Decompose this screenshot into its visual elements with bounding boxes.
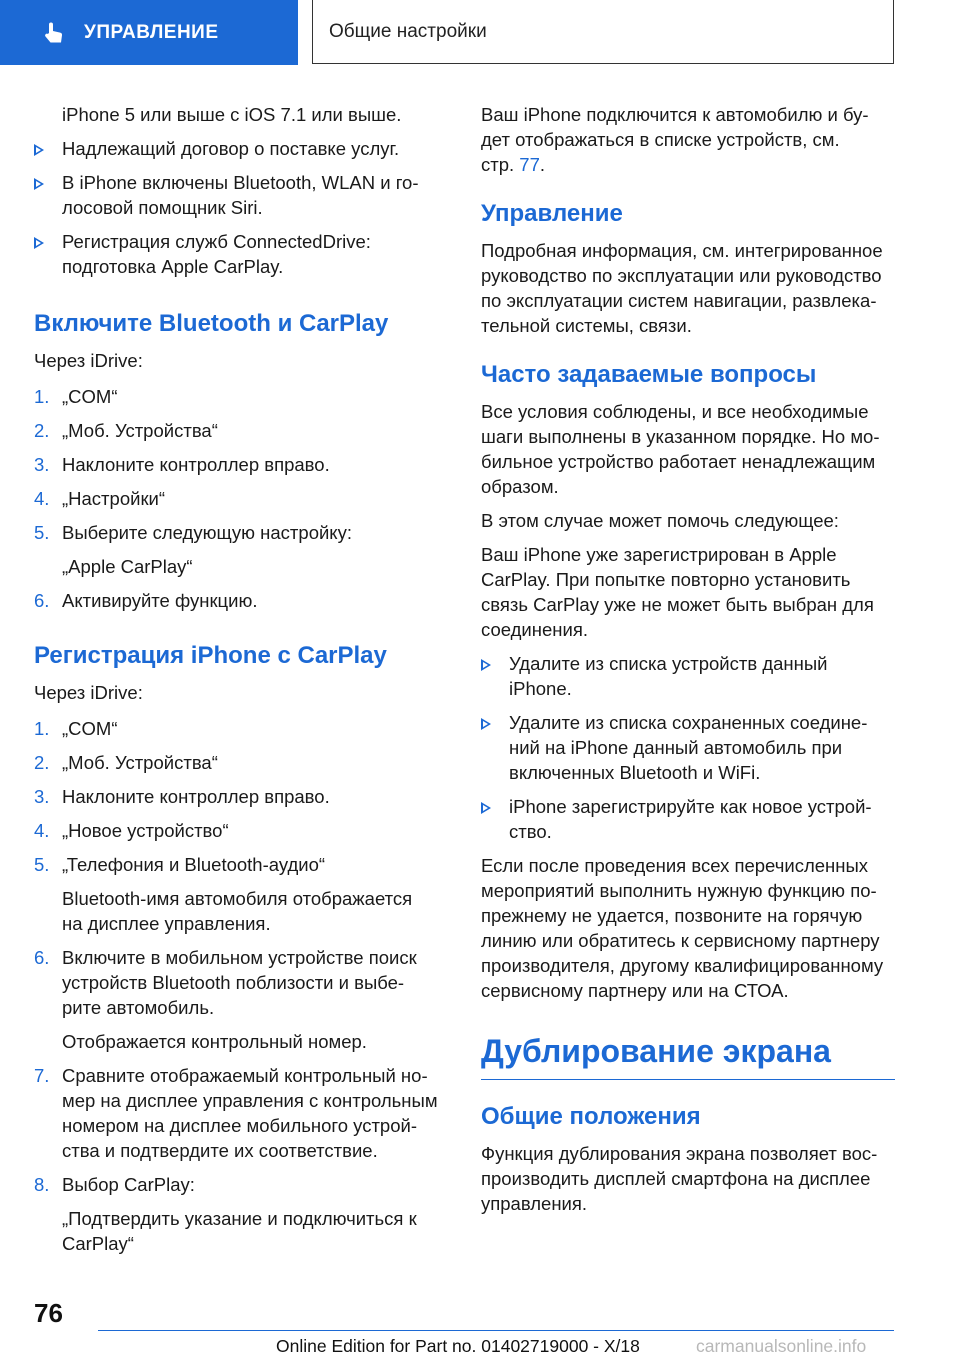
heading-general: Общие положения <box>481 1103 701 1130</box>
left-column <box>34 98 448 1256</box>
heading-control: Управление <box>481 200 623 227</box>
step-item: 3. Наклоните контроллер вправо. <box>34 454 330 475</box>
section-title: УПРАВЛЕНИЕ <box>84 21 219 43</box>
footer-divider <box>98 1330 894 1331</box>
subsection-title: Общие настройки <box>329 20 487 42</box>
paragraph: Все условия соблюдены, и все необходимые шаги выполнены в указанном порядке. Но мо- бильное устройство работает ненадлежащим образом. <box>481 401 880 497</box>
paragraph: Функция дублирования экрана позволяет вос- производить дисплей смартфона на дисплее управления. <box>481 1143 878 1214</box>
triangle-bullet-icon <box>481 710 509 735</box>
header-subsection <box>312 0 894 64</box>
via-idrive: Через iDrive: <box>34 350 143 371</box>
heading-faq: Часто задаваемые вопросы <box>481 361 817 388</box>
step-item: 5. Выберите следующую настройку: <box>34 522 353 543</box>
triangle-bullet-icon <box>34 229 62 254</box>
watermark: carmanualsonline.info <box>696 1336 867 1356</box>
heading-register-iphone: Регистрация iPhone с CarPlay <box>34 642 387 669</box>
list-item: Удалите из списка устройств данный iPhone. <box>481 651 895 701</box>
step-item: 1. „COM“ <box>34 718 118 739</box>
step-note: „Apple CarPlay“ <box>62 556 193 577</box>
step-item: 5. „Телефония и Bluetooth-аудио“ <box>34 854 326 875</box>
paragraph: Подробная информация, см. интегрированное руководство по эксплуатации или руководство по эксплуатации систем навигации, развлека- тельной системы, связи. <box>481 240 883 336</box>
list-item: В iPhone включены Bluetooth, WLAN и го- лосовой помощник Siri. <box>34 170 448 220</box>
step-item: 6. Включите в мобильном устройстве поиск устройств Bluetooth поблизости и выбе- рите автомобиль. <box>34 947 417 1018</box>
step-item: 3. Наклоните контроллер вправо. <box>34 786 330 807</box>
footer-edition: Online Edition for Part no. 01402719000 - X/18 <box>276 1336 640 1356</box>
page-number: 76 <box>34 1298 63 1328</box>
list-item: Удалите из списка сохраненных соедине- ний на iPhone данный автомобиль при включенных Bluetooth и WiFi. <box>481 710 895 785</box>
step-item: 2. „Моб. Устройства“ <box>34 420 218 441</box>
heading-bluetooth-carplay: Включите Bluetooth и CarPlay <box>34 310 389 337</box>
triangle-bullet-icon <box>481 651 509 676</box>
step-note: „Подтвердить указание и подключиться к CarPlay“ <box>62 1208 417 1254</box>
triangle-bullet-icon <box>34 170 62 195</box>
triangle-bullet-icon <box>34 136 62 161</box>
step-item: 8. Выбор CarPlay: <box>34 1174 195 1195</box>
paragraph: Ваш iPhone подключится к автомобилю и бу- дет отображаться в списке устройств, см. стр. 77. <box>481 104 869 175</box>
list-item: Надлежащий договор о поставке услуг. <box>34 136 448 161</box>
step-item: 1. „COM“ <box>34 386 118 407</box>
step-item: 6. Активируйте функцию. <box>34 590 258 611</box>
header-section-tab <box>0 0 298 65</box>
list-item: iPhone зарегистрируйте как новое устрой- ство. <box>481 794 895 844</box>
paragraph: Ваш iPhone уже зарегистрирован в Apple CarPlay. При попытке повторно установить связь CarPlay уже не может быть выбран для соединения. <box>481 544 874 640</box>
step-item: 2. „Моб. Устройства“ <box>34 752 218 773</box>
heading-screen-mirroring: Дублирование экрана <box>481 1033 831 1069</box>
step-item: 7. Сравните отображаемый контрольный но- мер на дисплее управления с контрольным номером на дисплее мобильного устрой- ства и подтвердите их соответствие. <box>34 1065 438 1161</box>
right-column <box>481 98 895 1216</box>
triangle-bullet-icon <box>481 794 509 819</box>
step-item: 4. „Настройки“ <box>34 488 166 509</box>
paragraph: Если после проведения всех перечисленных мероприятий выполнить нужную функцию по- прежнему не удается, позвоните на горячую линию или обратитесь к сервисному партнеру производителя, другому квалифицированному сервисному партнеру или на СТОА. <box>481 855 884 1001</box>
step-item: 4. „Новое устройство“ <box>34 820 229 841</box>
step-note: Отображается контрольный номер. <box>62 1031 367 1052</box>
paragraph: В этом случае может помочь следующее: <box>481 510 839 531</box>
via-idrive: Через iDrive: <box>34 682 143 703</box>
list-item: Регистрация служб ConnectedDrive: подготовка Apple CarPlay. <box>34 229 448 279</box>
page-reference-link[interactable]: 77 <box>519 154 540 175</box>
requirement-intro: iPhone 5 или выше с iOS 7.1 или выше. <box>62 104 402 125</box>
step-note: Bluetooth-имя автомобиля отображается на дисплее управления. <box>62 888 413 934</box>
hand-pointer-icon <box>40 20 66 46</box>
